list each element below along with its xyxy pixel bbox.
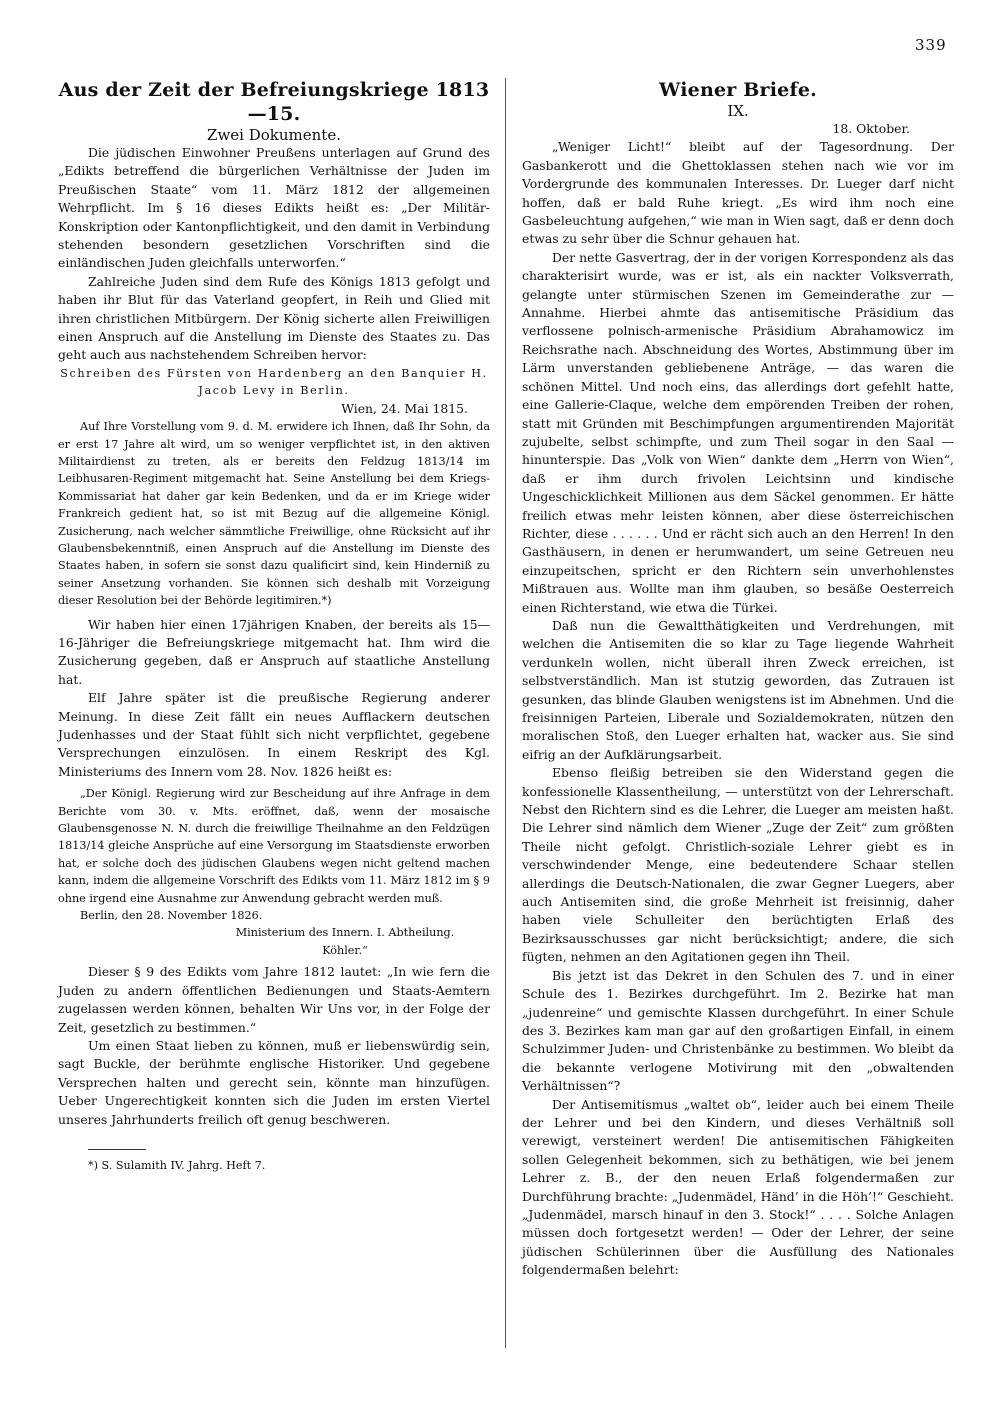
right-column	[522, 78, 954, 1280]
column-divider	[505, 78, 506, 1348]
paragraph: Bis jetzt ist das Dekret in den Schulen des 7. und in einer Schule des 1. Bezirkes durchgeführt. Im 2. Bezirke hat man „judenreine“ und gemischte Klassen durchgeführt. In einer Schule des 3. Bezirkes kam man gar auf den großartigen Einfall, in einem Schulzimmer Juden- und Christenbänke zu bestimmen. Wo bleibt da die bekannte verlogene Motivirung mit den „obwaltenden Verhältnissen“?	[522, 967, 954, 1094]
paragraph: „Weniger Licht!“ bleibt auf der Tagesordnung. Der Gasbankerott und die Ghettoklassen stehen nach wie vor im Vordergrunde des kommunalen Interesses. Dr. Lueger darf nicht hoffen, daß er bald Ruhe kriegt. „Es wird ihm noch eine Gasbeleuchtung aufgehen,“ wie man in Wien sagt, daß er denn doch etwas zu sehr über die Schnur gehauen hat.	[522, 139, 954, 247]
letter-body-block	[58, 418, 490, 609]
paragraph: Dieser § 9 des Edikts vom Jahre 1812 lautet: „In wie fern die Juden zu andern öffentlichen Bedienungen und Staats-Aemtern zugelassen werden können, behalten Wir Uns vor, in der Folge der Zeit, gesetzlich zu bestimmen.“	[58, 964, 490, 1035]
paragraph: Daß nun die Gewaltthätigkeiten und Verdrehungen, mit welchen die Antisemiten die so klar zu Tage liegende Wahrheit verdunkeln wollen, nicht überall ihren Zweck erreichen, ist selbstverständlich. Man ist stutzig geworden, das Zutrauen ist gesunken, das blinde Glauben wenigstens ist im Abnehmen. Und die freisinnigen Parteien, Liberale und Sozialdemokraten, nützen den moralischen Stoß, den Lueger erhalten hat, wacker aus. Sie sind eifrig an der Aufklärungsarbeit.	[522, 617, 954, 762]
article-title-left: Aus der Zeit der Befreiungskriege 1813—15.	[58, 79, 490, 125]
letter-body: Auf Ihre Vorstellung vom 9. d. M. erwidere ich Ihnen, daß Ihr Sohn, da er erst 17 Jahre alt wird, um so weniger verpflichtet ist, in den aktiven Militairdienst zu treten, als er bereits den Feldzug 1813/14 im Leibhusaren-Regiment mitgemacht hat. Seine Anstellung bei dem Kriegs-Kommissariat hat daher gar kein Bedenken, und da er im Kriege wider Frankreich gedient hat, so ist mit Bezug auf die allgemeine Königl. Zusicherung, nach welcher sämmtliche Freiwillige, ohne Rücksicht auf ihr Glaubensbekenntniß, einen Anspruch auf die Anstellung im Dienste des Staates haben, in sofern sie sonst dazu qualificirt sind, kein Hinderniß zu seiner Ansetzung vorhanden. Sie können sich deshalb mit Vorzeigung dieser Resolution bei der Behörde legitimiren.*)	[58, 420, 490, 608]
paragraph: Ebenso fleißig betreiben sie den Widerstand gegen die konfessionelle Klassentheilung, — unterstützt von der Lehrerschaft. Nebst den Richtern sind es die Lehrer, die Lueger am meisten haßt. Die Lehrer sind nämlich dem Wiener „Zuge der Zeit“ zum größten Theile nicht gefolgt. Christlich-soziale Lehrer giebt es in verschwindender Menge, eine bedeutendere Schaar stellen allerdings die Deutsch-Nationalen, die zwar Gegner Luegers, aber auch Antisemiten sind, die große Mehrheit ist freisinnig, daher haben viele Schulleiter den berüchtigten Erlaß des Bezirksausschusses gar nicht berücksichtigt; andere, die sich fügten, nehmen an den Agitationen gegen ihn Theil.	[522, 765, 954, 965]
page-number: 339	[915, 36, 947, 54]
paragraph: Um einen Staat lieben zu können, muß er liebenswürdig sein, sagt Buckle, der berühmte englische Historiker. Und gegebene Versprechen halten und gerecht sein, könnte man hinzufügen. Ueber Ungerechtigkeit konnten sich die Juden im ersten Viertel unseres Jahrhunderts freilich oft genug beschweren.	[58, 1037, 490, 1127]
quote-signature-name: Köhler.“	[322, 943, 368, 957]
paragraph: Wir haben hier einen 17jährigen Knaben, der bereits als 15—16-Jähriger die Befreiungskriege mitgemacht hat. Ihm wird die Zusicherung gegeben, daß er Anspruch auf staatliche Anstellung hat.	[58, 616, 490, 687]
quote-body: „Der Königl. Regierung wird zur Bescheidung auf ihre Anfrage in dem Berichte vom 30. v. Mts. eröffnet, daß, wenn der mosaische Glaubensgenosse N. N. durch die freiwillige Theilnahme an den Feldzügen 1813/14 gleiche Ansprüche auf eine Versorgung im Staatsdienste erworben hat, er solche doch des jüdischen Glaubens wegen nicht geltend machen kann, indem die allgemeine Vorschrift des Edikts vom 11. März 1812 im § 9 ohne irgend eine Ausnahme zur Anwendung gebracht werden muß.	[58, 787, 490, 905]
footnote-divider	[88, 1149, 146, 1150]
article-numeral: IX.	[727, 102, 749, 120]
quote-block	[58, 785, 490, 959]
paragraph: Der nette Gasvertrag, der in der vorigen Korrespondenz als das charakterisirt wurde, was er ist, als ein nackter Volksverrath, gelangte unter stürmischen Szenen im Gemeinderathe zur — Annahme. Hierbei ahmte das antisemitische Präsidium das verflossene polnisch-armenische Präsidium Abrahamowicz im Reichsrathe nach. Abschneidung des Wortes, Abstimmung über im Lärm unverstanden gebliebenene Anträge, — das waren die schönen Mittel. Und noch eins, das allerdings dort gefehlt hatte, eine Gallerie-Claque, welche dem empörenden Treiben der rohen, statt mit Gründen mit Beschimpfungen argumentirenden Majorität zujubelte, selbst schimpfte, und zum Theil sogar in den Saal — hinunterspie. Das „Volk von Wien“ dankte dem „Herrn von Wien“, daß er ihm durch frivolen Leichtsinn und kindische Ungeschicklichkeit Millionen aus dem Säckel genommen. Er hätte freilich etwas mehr leisten können, aber diese österreichischen Richter, diese . . . . . . Und er rächt sich auch an den Herren! In den Gasthäusern, in denen er herumwandert, um seine Getreuen neu einzupeitschen, spricht er den Richtern sein unverhohlenstes Mißtrauen aus. Wollte man ihm glauben, so besäße Oesterreich einen Richterstand, wie etwa die Türkei.	[522, 249, 954, 615]
paragraph: Die jüdischen Einwohner Preußens unterlagen auf Grund des „Edikts betreffend die bürgerlichen Verhältnisse der Juden im Preußischen Staate“ vom 11. März 1812 der allgemeinen Wehrpflicht. Im § 16 dieses Edikts heißt es: „Der Militär-Konskription oder Kantonpflichtigkeit, und den damit in Verbindung stehenden besondern gesetzlichen Vorschriften sind die einländischen Juden gleichfalls unterworfen.“	[58, 145, 490, 271]
letter-date: Wien, 24. Mai 1815.	[341, 400, 468, 416]
paragraph: Zahlreiche Juden sind dem Rufe des Königs 1813 gefolgt und haben ihr Blut für das Vaterland geopfert, in Reih und Glied mit ihren christlichen Mitbürgern. Der König sicherte allen Freiwilligen einen Anspruch auf die Anstellung im Dienste des Staates zu. Das geht auch aus nachstehendem Schreiben hervor:	[58, 273, 490, 363]
article-subtitle-left: Zwei Dokumente.	[207, 126, 341, 144]
footnote: *) S. Sulamith IV. Jahrg. Heft 7.	[88, 1158, 266, 1172]
letter-heading: Schreiben des Fürsten von Hardenberg an den Banquier H. Jacob Levy in Berlin.	[60, 366, 488, 398]
article-date: 18. Oktober.	[832, 121, 910, 136]
paragraph: Elf Jahre später ist die preußische Regierung anderer Meinung. In diese Zeit fällt ein neues Aufflackern deutschen Judenhasses und der Staat fühlt sich nicht verpflichtet, gegebene Versprechungen einzulösen. In einem Reskript des Kgl. Ministeriums des Innern vom 28. Nov. 1826 heißt es:	[58, 690, 490, 779]
paragraph: Der Antisemitismus „waltet ob“, leider auch bei einem Theile der Lehrer und bei den Kindern, und dieses Verhältniß soll verewigt, versteinert werden! Die antisemitischen Fähigkeiten sollen Gelegenheit bekommen, sich zu bethätigen, wie bei jenem Lehrer z. B., der den neuen Erlaß folgendermaßen zur Durchführung brachte: „Judenmädel, Händ’ in die Höh’!“ Geschieht. „Judenmädel, marsch hinauf in den 3. Stock!“ . . . . Solche Anlagen müssen doch fortgesetzt werden! — Oder der Lehrer, der seine jüdischen Schülerinnen über die Ausfüllung des Nationales folgendermaßen belehrt:	[522, 1096, 954, 1278]
quote-signature-ministry: Ministerium des Innern. I. Abtheilung.	[235, 926, 455, 940]
left-column	[58, 78, 490, 1174]
article-title-right: Wiener Briefe.	[659, 79, 817, 101]
quote-place: Berlin, den 28. November 1826.	[80, 909, 263, 923]
